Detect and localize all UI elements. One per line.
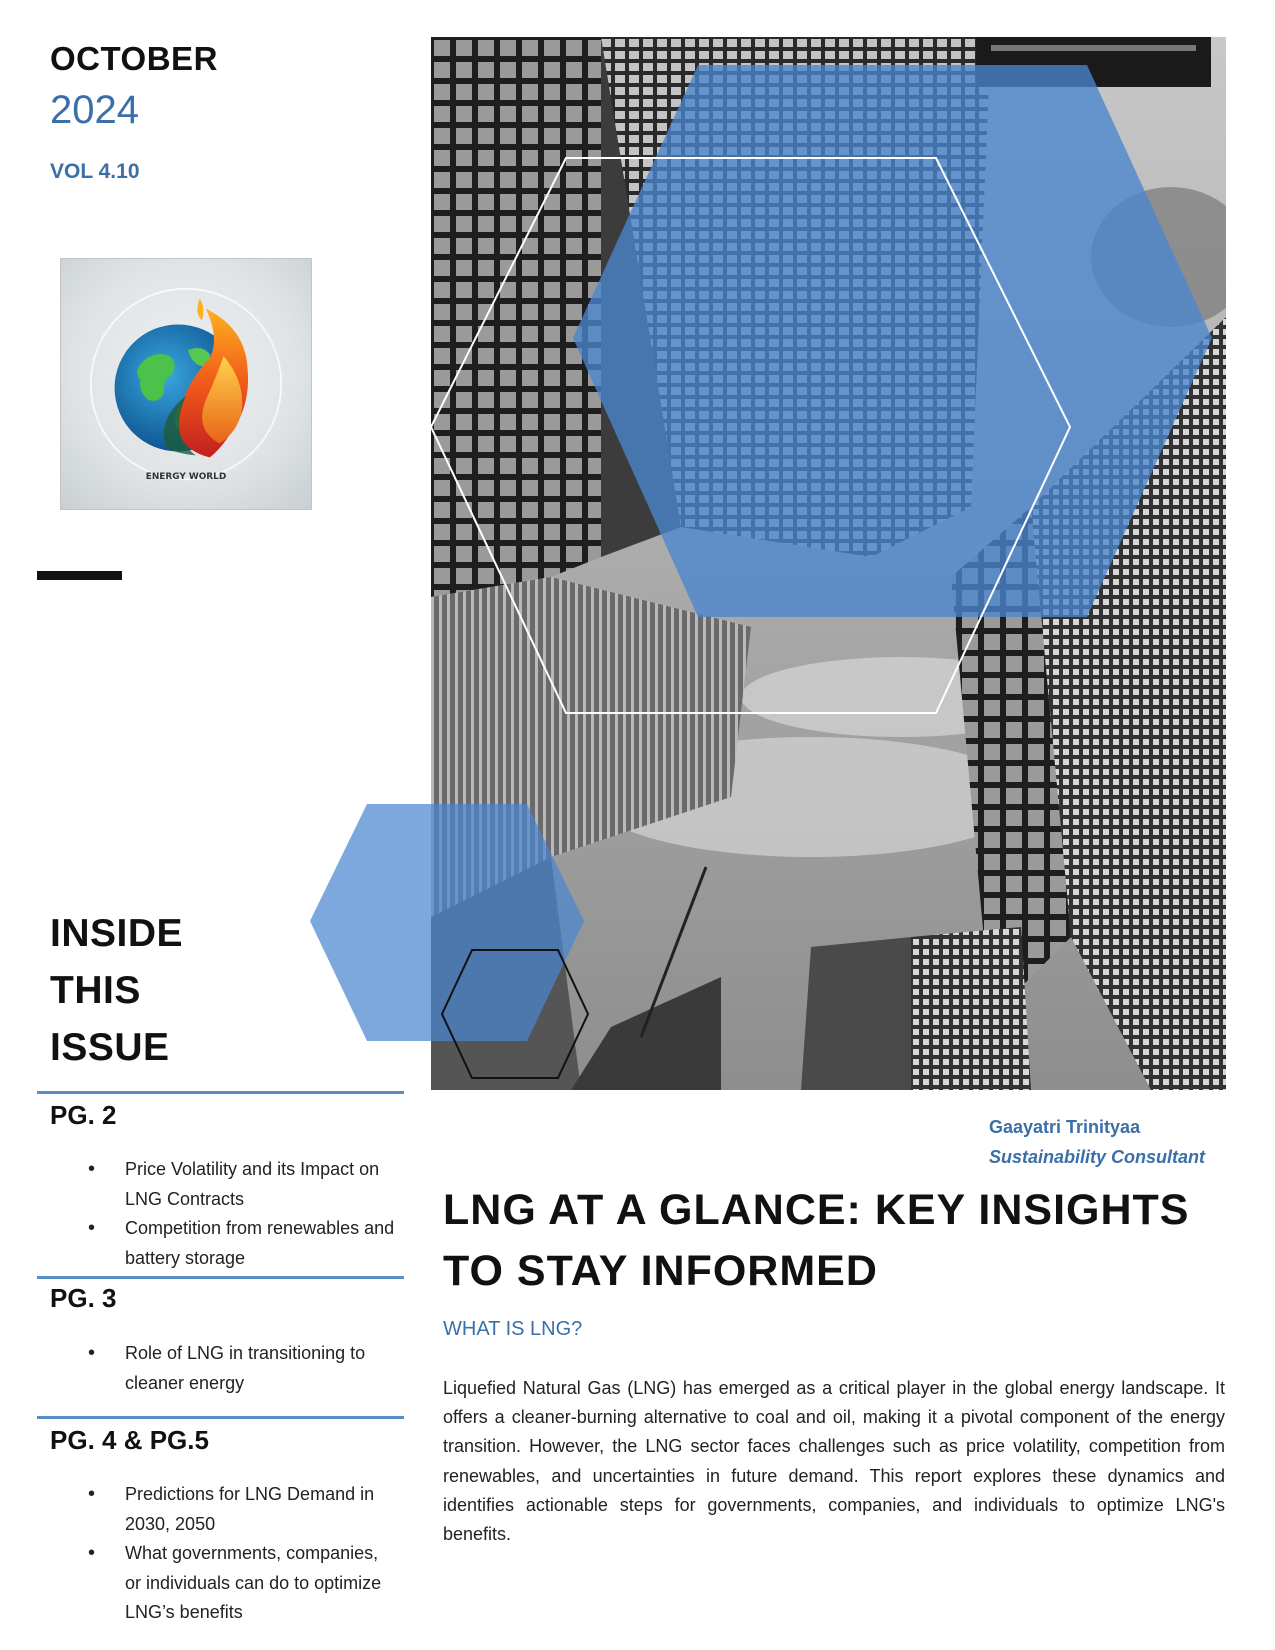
inside-this-issue-title [50, 905, 183, 1076]
toc-item[interactable]: • Price Volatility and its Impact on LNG Contracts [88, 1155, 398, 1214]
toc-item[interactable]: • Predictions for LNG Demand in 2030, 2050 [88, 1480, 398, 1539]
toc-divider [37, 1091, 404, 1094]
article-body: Liquefied Natural Gas (LNG) has emerged as a critical player in the global energy landscape. It offers a cleaner-burning alternative to coal and oil, making it a pivotal component of the energy transition. However, the LNG sector faces challenges such as price volatility, competition from renewables, and uncertainties in future demand. This report explores these dynamics and identifies actionable steps for governments, companies, and individuals to optimize LNG's benefits. [443, 1378, 1225, 1545]
inside-title-line: INSIDE [50, 912, 184, 955]
toc-page-4-5[interactable]: PG. 4 & PG.5 [50, 1425, 209, 1455]
author-role: Sustainability Consultant [989, 1147, 1206, 1167]
logo-text: ENERGY WORLD [145, 472, 227, 483]
toc-list-page-2 [88, 1155, 398, 1273]
globe-flame-icon [61, 259, 311, 509]
toc-list-page-3 [88, 1339, 398, 1398]
inside-title-line: ISSUE [50, 1026, 170, 1069]
toc-list-page-4-5 [88, 1480, 398, 1628]
article-subheading: WHAT IS LNG? [443, 1318, 583, 1340]
author-name: Gaayatri Trinityaa [989, 1117, 1141, 1137]
energy-world-logo [60, 258, 312, 510]
toc-divider [37, 1416, 404, 1419]
toc-item[interactable]: • Role of LNG in transitioning to cleaner energy [88, 1339, 398, 1398]
toc-item[interactable]: • What governments, companies, or individuals can do to optimize LNG’s benefits [88, 1539, 398, 1628]
issue-month: OCTOBER [50, 40, 218, 77]
toc-divider [37, 1276, 404, 1279]
toc-item[interactable]: • Competition from renewables and battery storage [88, 1214, 398, 1273]
inside-title-line: THIS [50, 969, 141, 1012]
issue-volume: VOL 4.10 [50, 160, 140, 183]
author-block [989, 1112, 1219, 1172]
toc-page-3[interactable]: PG. 3 [50, 1283, 117, 1313]
section-divider [37, 571, 122, 580]
issue-year: 2024 [50, 88, 139, 132]
article-headline: LNG AT A GLANCE: KEY INSIGHTS TO STAY INFORMED [443, 1186, 1190, 1295]
toc-page-2[interactable]: PG. 2 [50, 1100, 117, 1130]
hero-skyscraper-image [431, 37, 1226, 1090]
